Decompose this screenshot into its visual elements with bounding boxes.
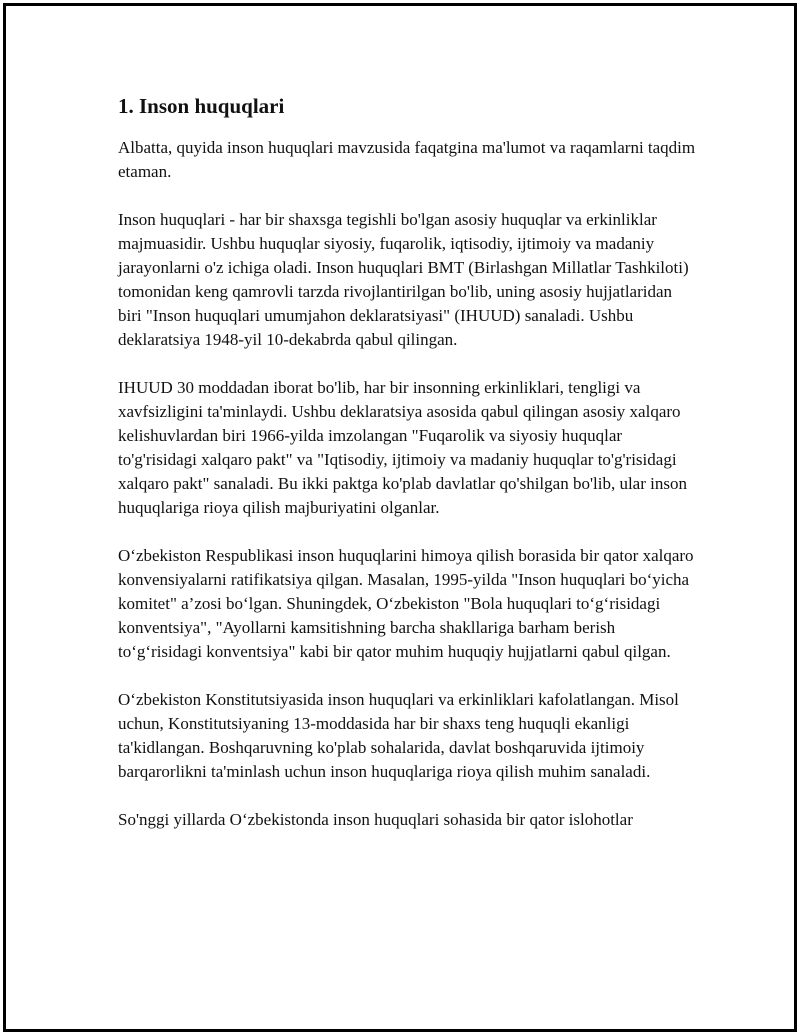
paragraph-ihuud: IHUUD 30 moddadan iborat bo'lib, har bir insonning erkinliklari, tengligi va xavfsizligini ta'minlaydi. Ushbu deklaratsiya asosida qabul qilingan asosiy xalqaro kelishuvlardan biri 1966-yilda imzolangan "Fuqarolik va siyosiy huquqlar to'g'risidagi xalqaro pakt" va "Iqtisodiy, ijtimoiy va madaniy huquqlar to'g'risidagi xalqaro pakt" sanaladi. Bu ikki paktga ko'plab davlatlar qo'shilgan bo'lib, ular inson huquqlariga rioya qilish majburiyatini olganlar. (118, 378, 687, 517)
paragraph-reforms: So'nggi yillarda O‘zbekistonda inson huquqlari sohasida bir qator islohotlar (118, 810, 633, 829)
paragraph-uzbekistan-conventions: O‘zbekiston Respublikasi inson huquqlarini himoya qilish borasida bir qator xalqaro konvensiyalarni ratifikatsiya qilgan. Masalan, 1995-yilda "Inson huquqlari bo‘yicha komitet" a’zosi bo‘lgan. Shuningdek, O‘zbekiston "Bola huquqlari to‘g‘risidagi konventsiya", "Ayollarni kamsitishning barcha shakllariga barham berish to‘g‘risidagi konventsiya" kabi bir qator muhim huquqiy hujjatlarni qabul qilgan. (118, 546, 694, 661)
paragraph-definition: Inson huquqlari - har bir shaxsga tegishli bo'lgan asosiy huquqlar va erkinliklar majmuasidir. Ushbu huquqlar siyosiy, fuqarolik, iqtisodiy, ijtimoiy va madaniy jarayonlarni o'z ichiga oladi. Inson huquqlari BMT (Birlashgan Millatlar Tashkiloti) tomonidan keng qamrovli tarzda rivojlantirilgan bo'lib, uning asosiy hujjatlaridan biri "Inson huquqlari umumjahon deklaratsiyasi" (IHUUD) sanaladi. Ushbu deklaratsiya 1948-yil 10-dekabrda qabul qilingan. (118, 210, 689, 349)
paragraph-constitution: O‘zbekiston Konstitutsiyasida inson huquqlari va erkinliklari kafolatlangan. Misol uchun, Konstitutsiyaning 13-moddasida har bir shaxs teng huquqli ekanligi ta'kidlangan. Boshqaruvning ko'plab sohalarida, davlat boshqaruvida ijtimoiy barqarorlikni ta'minlash uchun inson huquqlariga rioya qilish muhim sanaladi. (118, 690, 679, 781)
document-body (118, 92, 698, 856)
section-heading: 1. Inson huquqlari (118, 94, 285, 118)
paragraph-intro: Albatta, quyida inson huquqlari mavzusida faqatgina ma'lumot va raqamlarni taqdim etaman. (118, 138, 696, 181)
